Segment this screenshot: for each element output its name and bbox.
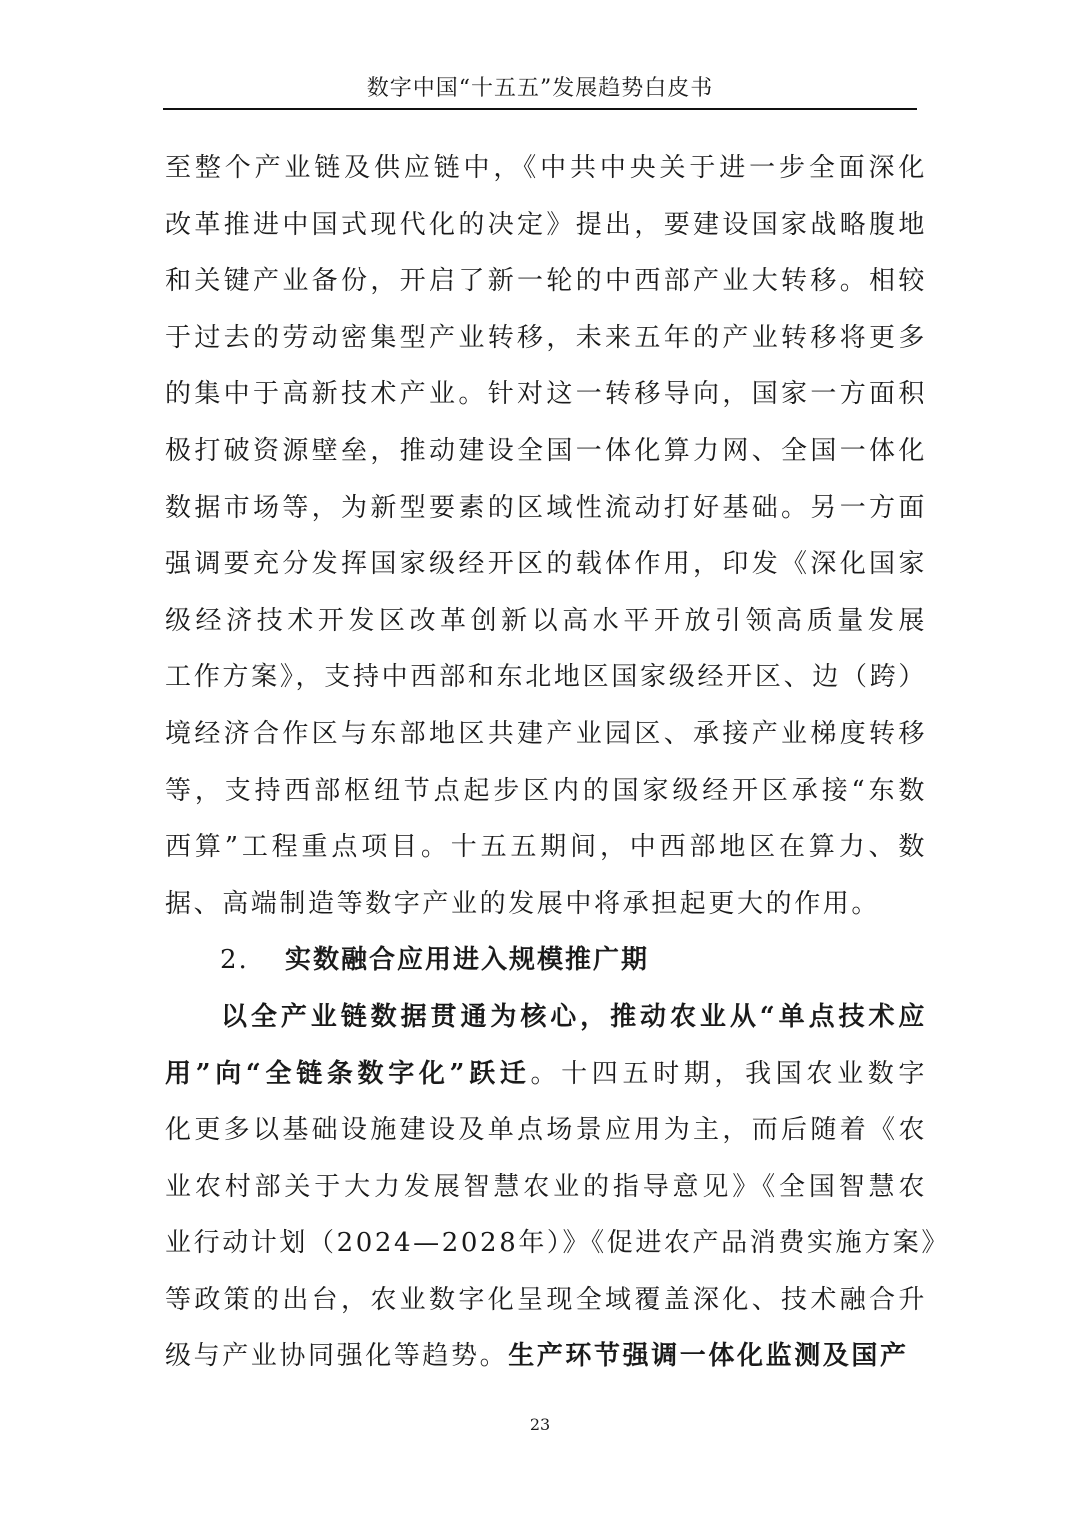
text-line [165, 989, 927, 1046]
page-header-title: 数字中国“十五五”发展趋势白皮书 [366, 76, 714, 101]
text-line [165, 1328, 927, 1385]
text-line: 工作方案》，支持中西部和东北地区国家级经开区、边（跨） [165, 662, 927, 693]
section-title: 实数融合应用进入规模推广期 [285, 945, 650, 976]
text-line [165, 1046, 927, 1103]
text-line: 级经济技术开发区改革创新以高水平开放引领高质量发展 [165, 605, 927, 636]
text-line: 化更多以基础设施建设及单点场景应用为主，而后随着《农 [165, 1115, 927, 1146]
text-line: 和关键产业备份，开启了新一轮的中西部产业大转移。相较 [165, 266, 927, 297]
text-line: 的集中于高新技术产业。针对这一转移导向，国家一方面积 [165, 379, 927, 410]
text-line: 据、高端制造等数字产业的发展中将承担起更大的作用。 [165, 888, 881, 919]
body-text [165, 140, 950, 1385]
text-line: 数据市场等，为新型要素的区域性流动打好基础。另一方面 [165, 492, 927, 523]
text-line: 等政策的出台，农业数字化呈现全域覆盖深化、技术融合升 [165, 1284, 927, 1315]
text-line: 极打破资源壁垒，推动建设全国一体化算力网、全国一体化 [165, 435, 927, 466]
paragraph-continued [165, 140, 927, 932]
text-line: 业行动计划（2024—2028年）》《促进农产品消费实施方案》 [165, 1228, 950, 1259]
bold-text: 生产环节强调一体化监测及国产 [508, 1341, 909, 1372]
bold-lead-text: 以全产业链数据贯通为核心，推动农业从“单点技术应 [221, 1001, 927, 1032]
text-line: 等，支持西部枢纽节点起步区内的国家级经开区承接“东数 [165, 775, 927, 806]
text-line: 强调要充分发挥国家级经开区的载体作用，印发《深化国家 [165, 549, 927, 580]
text-line: 于过去的劳动密集型产业转移，未来五年的产业转移将更多 [165, 322, 927, 353]
plain-text: 级与产业协同强化等趋势。 [165, 1341, 509, 1372]
text-line: 至整个产业链及供应链中，《中共中央关于进一步全面深化 [165, 153, 927, 183]
page-number: 23 [529, 1415, 551, 1434]
text-line: 业农村部关于大力发展智慧农业的指导意见》《全国智慧农 [165, 1171, 927, 1202]
text-line: 境经济合作区与东部地区共建产业园区、承接产业梯度转移 [165, 718, 927, 749]
header-divider [163, 108, 917, 110]
text-line: 改革推进中国式现代化的决定》提出，要建设国家战略腹地 [165, 209, 927, 240]
paragraph-agriculture [165, 989, 950, 1385]
bold-lead-text: 用”向“全链条数字化”跃迁 [165, 1058, 531, 1089]
section-heading [165, 932, 927, 989]
text-line: 西算”工程重点项目。十五五期间，中西部地区在算力、数 [165, 832, 927, 863]
section-number: 2. [220, 945, 249, 976]
plain-text: 。十四五时期，我国农业数字 [530, 1058, 927, 1089]
